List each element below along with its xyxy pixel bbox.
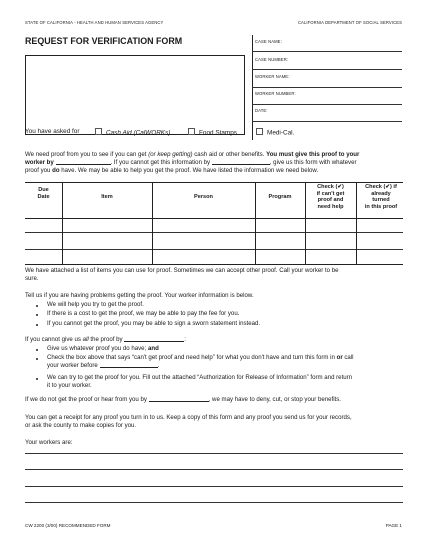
- intro-paragraph: We need proof from you to see if you can get (or keep getting) cash aid or other benefits. You must give this proof to your worker by . If you cannot get this information by , give us this form with whatever proof you do have. We may be able to help you get the proof. We have listed the information we need below.: [25, 151, 360, 175]
- cannot-bullet-1: Give us whatever proof you do have; and: [47, 345, 159, 352]
- deny-warning: If we do not get the proof or hear from you by , we may have to deny, cut, or stop your benefits.: [25, 396, 341, 403]
- date-label: DATE:: [255, 108, 268, 113]
- bullet: [36, 324, 38, 326]
- worker-line[interactable]: [25, 502, 403, 503]
- date-line[interactable]: [252, 121, 402, 122]
- bullet: [36, 378, 38, 380]
- case-number-line[interactable]: [252, 69, 402, 70]
- deny-date-blank[interactable]: [149, 401, 209, 402]
- asked-prefix: You have asked for: [25, 128, 80, 135]
- workers-label: Your workers are:: [25, 439, 73, 446]
- option-food-stamps[interactable]: [188, 128, 237, 138]
- food-stamps-checkbox[interactable]: [188, 128, 195, 135]
- food-stamps-label: Food Stamps: [199, 129, 238, 137]
- medi-cal-checkbox[interactable]: [256, 128, 263, 135]
- header-due-date: Due Date: [37, 187, 50, 200]
- bullet: [36, 358, 38, 360]
- bullet: [36, 305, 38, 307]
- bullet: [36, 349, 38, 351]
- agency-right: CALIFORNIA DEPARTMENT OF SOCIAL SERVICES: [297, 20, 402, 25]
- header-already-turned-in: Check (✔) if already turned in this proof: [364, 184, 398, 210]
- header-person: Person: [194, 194, 213, 200]
- header-item: Item: [101, 194, 113, 200]
- problems-bullet-1: We will help you try to get the proof.: [47, 301, 144, 308]
- worker-name-label: WORKER NAME:: [255, 74, 290, 79]
- case-name-line[interactable]: [252, 51, 402, 52]
- worker-number-line[interactable]: [252, 104, 402, 105]
- option-cash-aid[interactable]: [95, 128, 170, 138]
- worker-name-line[interactable]: [252, 87, 402, 88]
- form-title: REQUEST FOR VERIFICATION FORM: [25, 36, 183, 46]
- form-number: CW 2200 (3/00) RECOMMENDED FORM: [25, 523, 111, 528]
- header-program: Program: [268, 194, 292, 200]
- attached-paragraph: We have attached a list of items you can use for proof. Sometimes we can accept other proof. Call your worker to be sure.: [25, 267, 339, 283]
- worker-line[interactable]: [25, 453, 403, 454]
- cash-aid-label: Cash Aid (CalWORKs): [106, 129, 171, 137]
- problems-lead: Tell us if you are having problems getting the proof. Your worker information is below.: [25, 292, 254, 299]
- cannot-lead: If you cannot give us all the proof by :: [25, 336, 186, 343]
- cannot-date-blank[interactable]: [124, 341, 184, 342]
- worker-line[interactable]: [25, 469, 403, 470]
- worker-before-blank[interactable]: [100, 367, 158, 368]
- due-date-blank-2[interactable]: [212, 164, 270, 165]
- worker-line[interactable]: [25, 486, 403, 487]
- option-medi-cal[interactable]: [256, 128, 294, 138]
- cannot-bullet-2: Check the box above that says “can't get proof and need help” for what you don't have and turn this form in or call your worker before .: [47, 354, 354, 370]
- receipt-paragraph: You can get a receipt for any proof you turn in to us. Keep a copy of this form and any proof you send us for your records, or ask the county to make copies for you.: [25, 414, 352, 430]
- cash-aid-checkbox[interactable]: [95, 128, 102, 135]
- asked-row: [25, 128, 79, 136]
- case-number-label: CASE NUMBER:: [255, 57, 289, 62]
- case-name-label: CASE NAME:: [255, 39, 282, 44]
- table-row[interactable]: [25, 249, 403, 250]
- address-box[interactable]: [25, 55, 245, 135]
- cannot-bullet-3: We can try to get the proof for you. Fill out the attached “Authorization for Release of Information” form and return it to your worker.: [47, 374, 353, 390]
- page-number: PAGE 1: [385, 523, 402, 528]
- worker-number-label: WORKER NUMBER:: [255, 91, 296, 96]
- bullet: [36, 314, 38, 316]
- medi-cal-label: Medi-Cal.: [267, 129, 295, 137]
- agency-left: STATE OF CALIFORNIA - HEALTH AND HUMAN SERVICES AGENCY: [25, 20, 164, 25]
- problems-bullet-3: If you cannot get the proof, you may be able to sign a sworn statement instead.: [47, 320, 261, 327]
- problems-bullet-2: If there is a cost to get the proof, we may be able to pay the fee for you.: [47, 310, 240, 317]
- table-row[interactable]: [25, 232, 403, 233]
- due-date-blank-1[interactable]: [56, 164, 111, 165]
- table-row[interactable]: [25, 264, 403, 265]
- header-cant-get-proof: Check (✔) if can't get proof and need help: [316, 184, 345, 210]
